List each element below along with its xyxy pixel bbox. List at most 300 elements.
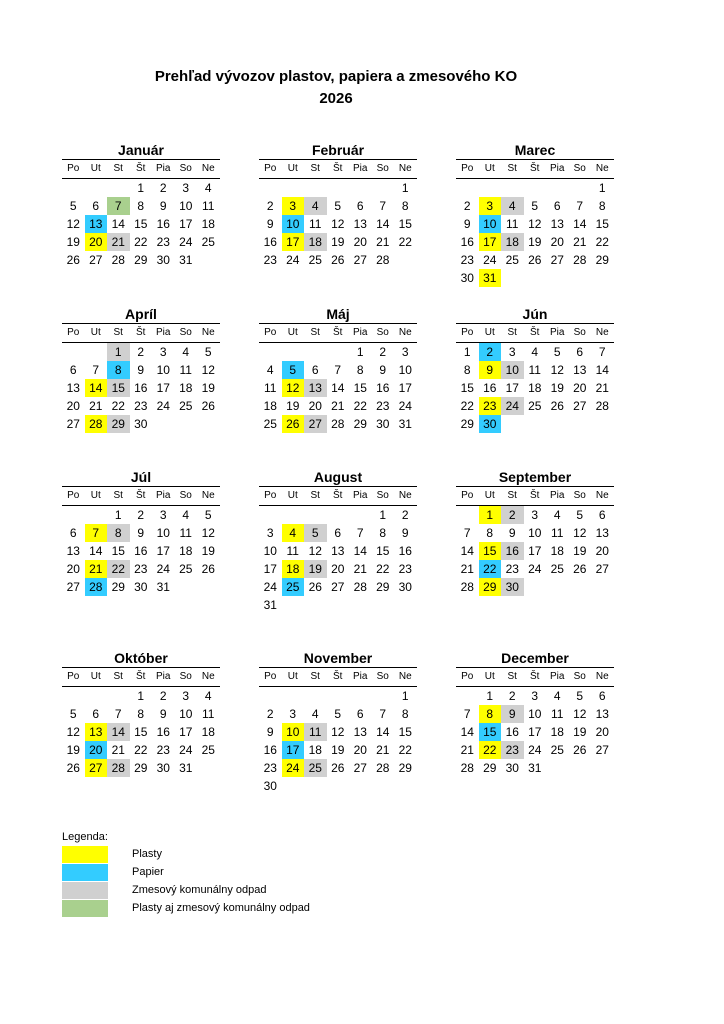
day-cell: 20 — [66, 399, 80, 413]
day-cell: 3 — [289, 707, 297, 721]
empty-cell — [197, 415, 220, 433]
weekday-label: So — [376, 327, 389, 338]
month-name: November — [259, 649, 417, 668]
legend-label: Zmesový komunálny odpad — [132, 884, 267, 896]
legend-label: Plasty — [132, 848, 162, 860]
legend-swatch-both — [62, 900, 108, 917]
weekday-label: Po — [264, 327, 277, 338]
day-cell: 3 — [508, 345, 516, 359]
day-cell: 4 — [531, 345, 539, 359]
day-cell: 9 — [137, 363, 145, 377]
week-row — [259, 197, 417, 215]
legend — [62, 829, 310, 917]
legend-item-plasty — [62, 845, 310, 863]
week-row — [259, 361, 417, 379]
day-cell: 29 — [376, 580, 390, 594]
day-cell: 25 — [505, 253, 519, 267]
day-cell: 17 — [156, 381, 170, 395]
day-cell: 20 — [85, 741, 108, 759]
empty-cell — [85, 687, 108, 705]
weekday-label: Pia — [156, 490, 171, 501]
weekday-label: Št — [333, 490, 343, 501]
day-cell: 1 — [114, 508, 122, 522]
legend-swatch-zko — [62, 882, 108, 899]
week-row — [259, 759, 417, 777]
day-cell: 5 — [204, 508, 212, 522]
day-cell: 12 — [201, 526, 215, 540]
empty-cell — [569, 759, 592, 777]
week-row — [456, 361, 614, 379]
empty-cell — [175, 415, 198, 433]
day-cell: 30 — [156, 761, 170, 775]
month-calendar — [62, 141, 220, 269]
day-cell: 14 — [460, 725, 474, 739]
day-cell: 20 — [331, 562, 345, 576]
week-row — [62, 215, 220, 233]
empty-cell — [456, 179, 479, 197]
day-cell: 24 — [282, 759, 305, 777]
day-cell: 28 — [376, 761, 390, 775]
empty-cell — [327, 179, 350, 197]
day-cell: 14 — [573, 217, 587, 231]
day-cell: 26 — [308, 580, 322, 594]
day-cell: 12 — [282, 379, 305, 397]
empty-cell — [304, 179, 327, 197]
day-cell: 17 — [528, 725, 542, 739]
weekday-label: Po — [67, 163, 80, 174]
day-cell: 16 — [483, 381, 497, 395]
weekday-label: Št — [530, 327, 540, 338]
day-cell: 26 — [331, 761, 345, 775]
empty-cell — [501, 179, 524, 197]
weekday-label: So — [376, 490, 389, 501]
day-cell: 29 — [483, 761, 497, 775]
week-row — [456, 560, 614, 578]
weekday-label: Št — [136, 671, 146, 682]
week-row — [456, 578, 614, 596]
weekday-label: Ne — [201, 163, 215, 174]
day-cell: 18 — [201, 725, 215, 739]
empty-cell — [197, 251, 220, 269]
weekday-label: Po — [461, 671, 474, 682]
empty-cell — [304, 596, 327, 614]
day-cell: 23 — [398, 562, 412, 576]
weekday-label: Ne — [595, 671, 609, 682]
day-cell: 11 — [304, 723, 327, 741]
day-cell: 9 — [501, 705, 524, 723]
day-cell: 20 — [353, 235, 367, 249]
month-name: September — [456, 468, 614, 487]
day-cell: 29 — [107, 415, 130, 433]
day-cell: 7 — [463, 707, 471, 721]
week-row — [62, 723, 220, 741]
day-cell: 29 — [479, 578, 502, 596]
empty-cell — [85, 179, 108, 197]
day-cell: 6 — [69, 363, 77, 377]
day-cell: 20 — [595, 544, 609, 558]
day-cell: 25 — [550, 743, 564, 757]
empty-cell — [107, 179, 130, 197]
day-cell: 28 — [85, 578, 108, 596]
week-row — [259, 233, 417, 251]
empty-cell — [62, 506, 85, 524]
day-cell: 2 — [508, 689, 516, 703]
weekday-label: St — [310, 163, 320, 174]
day-cell: 14 — [376, 725, 390, 739]
day-cell: 28 — [331, 417, 345, 431]
page-title — [0, 66, 672, 110]
day-cell: 24 — [398, 399, 412, 413]
week-row — [259, 687, 417, 705]
day-cell: 19 — [331, 235, 345, 249]
month-name: Apríl — [62, 305, 220, 324]
day-cell: 16 — [501, 542, 524, 560]
day-cell: 28 — [353, 580, 367, 594]
week-row — [456, 197, 614, 215]
day-cell: 24 — [156, 562, 170, 576]
empty-cell — [259, 687, 282, 705]
month-name: Február — [259, 141, 417, 160]
day-cell: 27 — [595, 562, 609, 576]
day-cell: 30 — [505, 761, 519, 775]
weekday-label: Pia — [550, 163, 565, 174]
day-cell: 23 — [263, 761, 277, 775]
week-row — [456, 233, 614, 251]
day-cell: 18 — [201, 217, 215, 231]
day-cell: 5 — [69, 199, 77, 213]
day-cell: 4 — [553, 508, 561, 522]
day-cell: 22 — [134, 235, 148, 249]
month-calendar — [62, 649, 220, 777]
day-cell: 3 — [159, 345, 167, 359]
weekday-label: So — [376, 163, 389, 174]
empty-cell — [394, 596, 417, 614]
weekday-label: Po — [67, 327, 80, 338]
week-row — [456, 179, 614, 197]
day-cell: 21 — [331, 399, 345, 413]
day-cell: 3 — [531, 689, 539, 703]
day-cell: 13 — [550, 217, 564, 231]
day-cell: 11 — [179, 526, 192, 540]
weekday-label: Pia — [353, 327, 368, 338]
empty-cell — [282, 179, 305, 197]
week-row — [259, 723, 417, 741]
day-cell: 27 — [595, 743, 609, 757]
day-cell: 6 — [598, 689, 606, 703]
day-cell: 31 — [528, 761, 542, 775]
day-cell: 9 — [137, 526, 145, 540]
day-cell: 20 — [353, 743, 367, 757]
weekday-label: So — [573, 671, 586, 682]
week-row — [62, 233, 220, 251]
day-cell: 12 — [308, 544, 322, 558]
day-cell: 23 — [134, 399, 148, 413]
day-cell: 28 — [107, 759, 130, 777]
month-calendar — [259, 649, 417, 795]
legend-item-both — [62, 899, 310, 917]
day-cell: 30 — [376, 417, 390, 431]
day-cell: 17 — [505, 381, 519, 395]
week-row — [62, 361, 220, 379]
day-cell: 28 — [376, 253, 390, 267]
day-cell: 29 — [134, 253, 148, 267]
day-cell: 20 — [595, 725, 609, 739]
day-cell: 10 — [156, 526, 170, 540]
day-cell: 19 — [550, 381, 564, 395]
day-cell: 30 — [263, 779, 277, 793]
empty-cell — [569, 578, 592, 596]
weekday-label: Ne — [398, 327, 412, 338]
day-cell: 26 — [66, 761, 80, 775]
day-cell: 2 — [463, 199, 471, 213]
weekday-label: Pia — [550, 671, 565, 682]
day-cell: 10 — [179, 707, 193, 721]
empty-cell — [282, 506, 305, 524]
weekday-label: Po — [264, 490, 277, 501]
weekday-label: So — [179, 327, 192, 338]
day-cell: 24 — [179, 235, 193, 249]
day-cell: 30 — [134, 580, 148, 594]
empty-cell — [259, 343, 282, 361]
weekday-label: Pia — [550, 327, 565, 338]
day-cell: 19 — [331, 743, 345, 757]
legend-item-papier — [62, 863, 310, 881]
day-cell: 28 — [85, 415, 108, 433]
empty-cell — [152, 415, 175, 433]
legend-label: Papier — [132, 866, 164, 878]
empty-cell — [524, 578, 547, 596]
day-cell: 4 — [304, 197, 327, 215]
day-cell: 21 — [460, 743, 474, 757]
day-cell: 29 — [111, 580, 125, 594]
day-cell: 7 — [85, 524, 108, 542]
day-cell: 8 — [137, 707, 145, 721]
day-cell: 13 — [66, 544, 80, 558]
weekday-header — [456, 160, 614, 179]
day-cell: 22 — [376, 562, 390, 576]
day-cell: 18 — [282, 560, 305, 578]
day-cell: 4 — [501, 197, 524, 215]
day-cell: 9 — [401, 526, 409, 540]
weekday-header — [62, 160, 220, 179]
day-cell: 17 — [282, 233, 305, 251]
weekday-header — [456, 668, 614, 687]
day-cell: 15 — [134, 725, 148, 739]
day-cell: 25 — [179, 562, 193, 576]
day-cell: 8 — [463, 363, 471, 377]
day-cell: 19 — [201, 544, 215, 558]
day-cell: 25 — [201, 743, 215, 757]
day-cell: 9 — [508, 526, 516, 540]
day-cell: 16 — [134, 544, 148, 558]
day-cell: 31 — [263, 598, 277, 612]
day-cell: 6 — [356, 199, 364, 213]
day-cell: 15 — [595, 217, 609, 231]
weekday-label: Po — [67, 671, 80, 682]
day-cell: 2 — [137, 508, 145, 522]
day-cell: 29 — [595, 253, 609, 267]
day-cell: 1 — [356, 345, 364, 359]
day-cell: 19 — [66, 743, 80, 757]
day-cell: 23 — [479, 397, 502, 415]
empty-cell — [524, 179, 547, 197]
day-cell: 22 — [353, 399, 367, 413]
day-cell: 14 — [85, 379, 108, 397]
day-cell: 19 — [573, 544, 587, 558]
day-cell: 18 — [179, 544, 193, 558]
day-cell: 13 — [304, 379, 327, 397]
week-row — [62, 687, 220, 705]
day-cell: 16 — [156, 217, 170, 231]
day-cell: 13 — [85, 723, 108, 741]
day-cell: 29 — [134, 761, 148, 775]
day-cell: 12 — [66, 217, 80, 231]
day-cell: 26 — [66, 253, 80, 267]
day-cell: 17 — [282, 741, 305, 759]
day-cell: 28 — [573, 253, 587, 267]
day-cell: 9 — [266, 725, 274, 739]
weekday-label: Št — [530, 671, 540, 682]
day-cell: 5 — [576, 508, 584, 522]
day-cell: 11 — [551, 707, 564, 721]
day-cell: 8 — [107, 524, 130, 542]
empty-cell — [569, 269, 592, 287]
day-cell: 21 — [89, 399, 103, 413]
empty-cell — [304, 506, 327, 524]
month-calendar — [62, 468, 220, 596]
day-cell: 23 — [156, 235, 170, 249]
empty-cell — [394, 777, 417, 795]
day-cell: 4 — [553, 689, 561, 703]
week-row — [456, 524, 614, 542]
week-row — [62, 415, 220, 433]
week-row — [456, 269, 614, 287]
day-cell: 20 — [550, 235, 564, 249]
day-cell: 17 — [179, 725, 193, 739]
week-row — [456, 687, 614, 705]
empty-cell — [546, 759, 569, 777]
day-cell: 22 — [134, 743, 148, 757]
empty-cell — [259, 179, 282, 197]
day-cell: 23 — [376, 399, 390, 413]
day-cell: 5 — [334, 707, 342, 721]
week-row — [62, 741, 220, 759]
weekday-label: Št — [333, 163, 343, 174]
day-cell: 30 — [460, 271, 474, 285]
month-calendar — [259, 468, 417, 614]
day-cell: 23 — [156, 743, 170, 757]
empty-cell — [327, 687, 350, 705]
day-cell: 15 — [376, 544, 390, 558]
day-cell: 6 — [553, 199, 561, 213]
day-cell: 17 — [528, 544, 542, 558]
empty-cell — [282, 596, 305, 614]
day-cell: 9 — [379, 363, 387, 377]
weekday-label: Ne — [201, 490, 215, 501]
day-cell: 31 — [179, 253, 193, 267]
week-row — [456, 415, 614, 433]
day-cell: 24 — [156, 399, 170, 413]
day-cell: 16 — [460, 235, 474, 249]
day-cell: 27 — [66, 580, 80, 594]
weekday-label: Pia — [156, 327, 171, 338]
day-cell: 25 — [528, 399, 542, 413]
day-cell: 26 — [528, 253, 542, 267]
week-row — [62, 560, 220, 578]
day-cell: 14 — [595, 363, 609, 377]
week-row — [456, 397, 614, 415]
weekday-header — [456, 324, 614, 343]
empty-cell — [282, 343, 305, 361]
empty-cell — [546, 269, 569, 287]
weekday-label: So — [179, 490, 192, 501]
day-cell: 13 — [331, 544, 345, 558]
day-cell: 31 — [398, 417, 412, 431]
empty-cell — [372, 777, 395, 795]
day-cell: 5 — [204, 345, 212, 359]
weekday-label: Ne — [398, 671, 412, 682]
day-cell: 27 — [573, 399, 587, 413]
weekday-label: Ut — [484, 327, 495, 338]
empty-cell — [327, 343, 350, 361]
title-year: 2026 — [319, 90, 353, 107]
weekday-label: St — [113, 490, 123, 501]
empty-cell — [456, 687, 479, 705]
day-cell: 27 — [66, 417, 80, 431]
weekday-label: Po — [67, 490, 80, 501]
day-cell: 22 — [111, 399, 125, 413]
month-name: Jún — [456, 305, 614, 324]
day-cell: 15 — [134, 217, 148, 231]
weekday-label: St — [507, 163, 517, 174]
day-cell: 10 — [528, 707, 542, 721]
day-cell: 2 — [401, 508, 409, 522]
day-cell: 24 — [179, 743, 193, 757]
weekday-label: Po — [461, 327, 474, 338]
day-cell: 26 — [201, 562, 215, 576]
weekday-label: Ut — [287, 327, 298, 338]
day-cell: 1 — [137, 689, 145, 703]
day-cell: 1 — [463, 345, 471, 359]
day-cell: 21 — [107, 233, 130, 251]
weekday-label: Po — [264, 671, 277, 682]
day-cell: 21 — [573, 235, 587, 249]
weekday-label: Ut — [287, 163, 298, 174]
empty-cell — [197, 578, 220, 596]
week-row — [62, 524, 220, 542]
month-calendar — [62, 305, 220, 433]
empty-cell — [569, 415, 592, 433]
day-cell: 10 — [282, 215, 305, 233]
day-cell: 22 — [595, 235, 609, 249]
day-cell: 11 — [202, 199, 215, 213]
day-cell: 6 — [69, 526, 77, 540]
day-cell: 5 — [69, 707, 77, 721]
week-row — [62, 506, 220, 524]
day-cell: 11 — [506, 217, 519, 231]
day-cell: 31 — [479, 269, 502, 287]
day-cell: 15 — [460, 381, 474, 395]
day-cell: 4 — [182, 345, 190, 359]
empty-cell — [62, 343, 85, 361]
weekday-header — [62, 324, 220, 343]
day-cell: 19 — [201, 381, 215, 395]
weekday-header — [259, 160, 417, 179]
weekday-header — [259, 487, 417, 506]
title-line: Prehľad vývozov plastov, papiera a zmesového KO — [154, 68, 518, 85]
month-calendar — [259, 141, 417, 269]
weekday-label: Ne — [595, 163, 609, 174]
